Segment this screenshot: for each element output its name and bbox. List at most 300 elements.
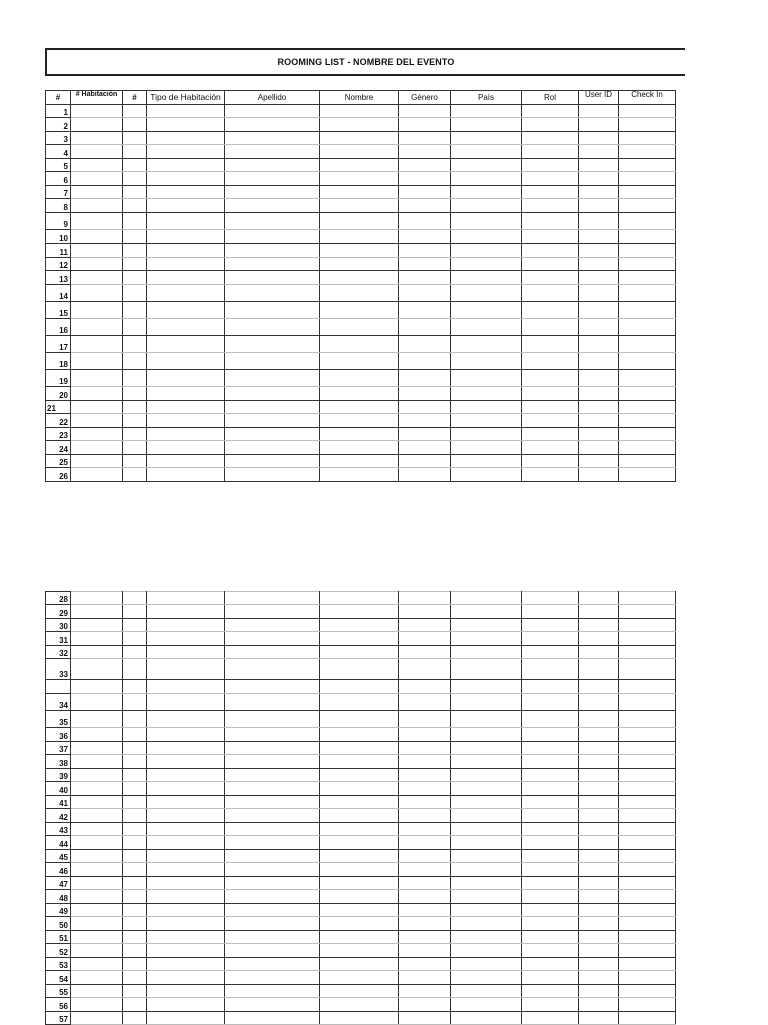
table-cell[interactable]	[579, 199, 619, 213]
table-cell[interactable]	[225, 755, 320, 769]
table-cell[interactable]	[71, 132, 123, 145]
table-cell[interactable]	[147, 199, 225, 213]
table-cell[interactable]	[522, 755, 579, 769]
table-cell[interactable]	[147, 728, 225, 742]
table-cell[interactable]	[225, 646, 320, 659]
table-cell[interactable]	[225, 319, 320, 336]
table-cell[interactable]	[522, 694, 579, 711]
table-cell[interactable]	[147, 971, 225, 985]
table-cell[interactable]	[451, 659, 522, 680]
table-cell[interactable]	[522, 336, 579, 353]
table-cell[interactable]	[123, 755, 147, 769]
table-cell[interactable]	[619, 823, 676, 836]
table-cell[interactable]	[451, 353, 522, 370]
table-cell[interactable]	[320, 931, 399, 944]
table-cell[interactable]	[451, 244, 522, 258]
table-cell[interactable]	[522, 823, 579, 836]
table-cell[interactable]	[579, 796, 619, 809]
table-cell[interactable]	[522, 319, 579, 336]
table-cell[interactable]	[123, 931, 147, 944]
table-cell[interactable]	[147, 890, 225, 904]
table-cell[interactable]	[123, 694, 147, 711]
table-cell[interactable]	[619, 711, 676, 728]
table-cell[interactable]	[225, 401, 320, 414]
table-cell[interactable]	[451, 213, 522, 230]
table-cell[interactable]	[147, 755, 225, 769]
table-cell[interactable]	[71, 401, 123, 414]
table-cell[interactable]	[399, 931, 451, 944]
table-cell[interactable]	[579, 985, 619, 998]
table-cell[interactable]	[147, 353, 225, 370]
table-cell[interactable]	[522, 230, 579, 244]
table-cell[interactable]	[522, 931, 579, 944]
table-cell[interactable]	[619, 619, 676, 632]
table-cell[interactable]	[522, 172, 579, 186]
table-cell[interactable]	[522, 159, 579, 172]
table-cell[interactable]	[522, 904, 579, 917]
table-cell[interactable]	[399, 728, 451, 742]
table-cell[interactable]	[399, 836, 451, 850]
table-cell[interactable]	[579, 336, 619, 353]
table-cell[interactable]	[71, 971, 123, 985]
table-cell[interactable]	[225, 428, 320, 441]
table-cell[interactable]	[71, 172, 123, 186]
table-cell[interactable]	[522, 258, 579, 271]
table-cell[interactable]	[71, 285, 123, 302]
table-cell[interactable]	[123, 728, 147, 742]
table-cell[interactable]	[147, 455, 225, 468]
table-cell[interactable]	[451, 145, 522, 159]
table-cell[interactable]	[399, 619, 451, 632]
table-cell[interactable]	[522, 646, 579, 659]
table-cell[interactable]	[225, 353, 320, 370]
table-cell[interactable]	[123, 998, 147, 1012]
table-cell[interactable]	[225, 958, 320, 971]
table-cell[interactable]	[579, 258, 619, 271]
table-cell[interactable]	[225, 105, 320, 118]
table-cell[interactable]	[451, 931, 522, 944]
table-cell[interactable]	[147, 285, 225, 302]
table-cell[interactable]	[320, 958, 399, 971]
table-cell[interactable]	[522, 132, 579, 145]
table-cell[interactable]	[522, 728, 579, 742]
table-cell[interactable]	[147, 917, 225, 931]
table-cell[interactable]	[123, 468, 147, 482]
table-cell[interactable]	[71, 145, 123, 159]
table-cell[interactable]	[451, 944, 522, 958]
table-cell[interactable]	[320, 319, 399, 336]
table-cell[interactable]	[320, 199, 399, 213]
table-cell[interactable]	[123, 659, 147, 680]
table-cell[interactable]	[147, 118, 225, 132]
table-cell[interactable]	[579, 694, 619, 711]
table-cell[interactable]	[619, 336, 676, 353]
table-cell[interactable]	[71, 632, 123, 646]
table-cell[interactable]	[522, 118, 579, 132]
table-cell[interactable]	[147, 646, 225, 659]
table-cell[interactable]	[579, 877, 619, 890]
table-cell[interactable]	[451, 985, 522, 998]
table-cell[interactable]	[399, 336, 451, 353]
table-cell[interactable]	[399, 680, 451, 694]
table-cell[interactable]	[522, 387, 579, 401]
table-cell[interactable]	[123, 711, 147, 728]
table-cell[interactable]	[522, 468, 579, 482]
table-cell[interactable]	[123, 145, 147, 159]
table-cell[interactable]	[579, 958, 619, 971]
table-cell[interactable]	[225, 230, 320, 244]
table-cell[interactable]	[522, 850, 579, 863]
table-cell[interactable]	[579, 823, 619, 836]
table-cell[interactable]	[619, 441, 676, 455]
table-cell[interactable]	[71, 441, 123, 455]
table-cell[interactable]	[320, 230, 399, 244]
table-cell[interactable]	[619, 769, 676, 782]
table-cell[interactable]	[71, 468, 123, 482]
table-cell[interactable]	[579, 145, 619, 159]
table-cell[interactable]	[399, 769, 451, 782]
table-cell[interactable]	[579, 271, 619, 285]
table-cell[interactable]	[320, 755, 399, 769]
table-cell[interactable]	[399, 353, 451, 370]
table-cell[interactable]	[522, 782, 579, 796]
table-cell[interactable]	[399, 186, 451, 199]
table-cell[interactable]	[320, 213, 399, 230]
table-cell[interactable]	[619, 455, 676, 468]
table-cell[interactable]	[522, 836, 579, 850]
table-cell[interactable]	[399, 302, 451, 319]
table-cell[interactable]	[522, 1012, 579, 1025]
table-cell[interactable]	[320, 985, 399, 998]
table-cell[interactable]	[399, 742, 451, 755]
table-cell[interactable]	[320, 302, 399, 319]
table-cell[interactable]	[399, 694, 451, 711]
table-cell[interactable]	[320, 172, 399, 186]
table-cell[interactable]	[451, 904, 522, 917]
table-cell[interactable]	[451, 619, 522, 632]
table-cell[interactable]	[579, 632, 619, 646]
table-cell[interactable]	[451, 441, 522, 455]
table-cell[interactable]	[522, 680, 579, 694]
table-cell[interactable]	[123, 680, 147, 694]
table-cell[interactable]	[147, 605, 225, 619]
table-cell[interactable]	[579, 387, 619, 401]
table-cell[interactable]	[147, 863, 225, 877]
table-cell[interactable]	[225, 118, 320, 132]
table-cell[interactable]	[399, 985, 451, 998]
table-cell[interactable]	[399, 244, 451, 258]
table-cell[interactable]	[123, 985, 147, 998]
table-cell[interactable]	[71, 769, 123, 782]
table-cell[interactable]	[147, 428, 225, 441]
table-cell[interactable]	[123, 742, 147, 755]
table-cell[interactable]	[147, 468, 225, 482]
table-cell[interactable]	[451, 632, 522, 646]
table-cell[interactable]	[399, 370, 451, 387]
table-cell[interactable]	[123, 877, 147, 890]
table-cell[interactable]	[399, 917, 451, 931]
table-cell[interactable]	[123, 319, 147, 336]
table-cell[interactable]	[320, 632, 399, 646]
table-cell[interactable]	[71, 796, 123, 809]
table-cell[interactable]	[147, 944, 225, 958]
table-cell[interactable]	[147, 985, 225, 998]
table-cell[interactable]	[579, 809, 619, 823]
table-cell[interactable]	[320, 132, 399, 145]
table-cell[interactable]	[123, 118, 147, 132]
table-cell[interactable]	[147, 370, 225, 387]
table-cell[interactable]	[123, 605, 147, 619]
table-cell[interactable]	[123, 890, 147, 904]
table-cell[interactable]	[451, 863, 522, 877]
table-cell[interactable]	[147, 1012, 225, 1025]
table-cell[interactable]	[579, 285, 619, 302]
table-cell[interactable]	[123, 646, 147, 659]
table-cell[interactable]	[579, 659, 619, 680]
table-cell[interactable]	[147, 850, 225, 863]
table-cell[interactable]	[619, 118, 676, 132]
table-cell[interactable]	[619, 985, 676, 998]
table-cell[interactable]	[451, 105, 522, 118]
table-cell[interactable]	[619, 213, 676, 230]
table-cell[interactable]	[399, 711, 451, 728]
table-cell[interactable]	[320, 159, 399, 172]
table-cell[interactable]	[451, 172, 522, 186]
table-cell[interactable]	[619, 172, 676, 186]
table-cell[interactable]	[522, 863, 579, 877]
table-cell[interactable]	[123, 244, 147, 258]
table-cell[interactable]	[579, 931, 619, 944]
table-cell[interactable]	[579, 850, 619, 863]
table-cell[interactable]	[225, 387, 320, 401]
table-cell[interactable]	[225, 414, 320, 428]
table-cell[interactable]	[225, 769, 320, 782]
table-cell[interactable]	[579, 605, 619, 619]
table-cell[interactable]	[147, 145, 225, 159]
table-cell[interactable]	[451, 782, 522, 796]
table-cell[interactable]	[123, 186, 147, 199]
table-cell[interactable]	[619, 958, 676, 971]
table-cell[interactable]	[619, 877, 676, 890]
table-cell[interactable]	[399, 755, 451, 769]
table-cell[interactable]	[522, 971, 579, 985]
table-cell[interactable]	[399, 877, 451, 890]
table-cell[interactable]	[579, 132, 619, 145]
table-cell[interactable]	[123, 823, 147, 836]
table-cell[interactable]	[320, 877, 399, 890]
table-cell[interactable]	[320, 605, 399, 619]
table-cell[interactable]	[619, 271, 676, 285]
table-cell[interactable]	[225, 998, 320, 1012]
table-cell[interactable]	[451, 468, 522, 482]
table-cell[interactable]	[225, 213, 320, 230]
table-cell[interactable]	[619, 728, 676, 742]
table-cell[interactable]	[451, 592, 522, 605]
table-cell[interactable]	[71, 711, 123, 728]
table-cell[interactable]	[123, 971, 147, 985]
table-cell[interactable]	[225, 441, 320, 455]
table-cell[interactable]	[619, 917, 676, 931]
table-cell[interactable]	[619, 353, 676, 370]
table-cell[interactable]	[522, 592, 579, 605]
table-cell[interactable]	[619, 850, 676, 863]
table-cell[interactable]	[225, 468, 320, 482]
table-cell[interactable]	[451, 186, 522, 199]
table-cell[interactable]	[399, 271, 451, 285]
table-cell[interactable]	[399, 890, 451, 904]
table-cell[interactable]	[123, 782, 147, 796]
table-cell[interactable]	[579, 302, 619, 319]
table-cell[interactable]	[71, 659, 123, 680]
table-cell[interactable]	[522, 985, 579, 998]
table-cell[interactable]	[320, 796, 399, 809]
table-cell[interactable]	[71, 904, 123, 917]
table-cell[interactable]	[522, 619, 579, 632]
table-cell[interactable]	[619, 285, 676, 302]
table-cell[interactable]	[147, 836, 225, 850]
table-cell[interactable]	[619, 428, 676, 441]
table-cell[interactable]	[579, 186, 619, 199]
table-cell[interactable]	[225, 619, 320, 632]
table-cell[interactable]	[320, 401, 399, 414]
table-cell[interactable]	[147, 132, 225, 145]
table-cell[interactable]	[225, 244, 320, 258]
table-cell[interactable]	[71, 985, 123, 998]
table-cell[interactable]	[320, 387, 399, 401]
table-cell[interactable]	[619, 971, 676, 985]
table-cell[interactable]	[71, 244, 123, 258]
table-cell[interactable]	[522, 796, 579, 809]
table-cell[interactable]	[123, 836, 147, 850]
table-cell[interactable]	[123, 850, 147, 863]
table-cell[interactable]	[399, 632, 451, 646]
table-cell[interactable]	[225, 809, 320, 823]
table-cell[interactable]	[225, 336, 320, 353]
table-cell[interactable]	[399, 1012, 451, 1025]
table-cell[interactable]	[579, 782, 619, 796]
table-cell[interactable]	[619, 796, 676, 809]
table-cell[interactable]	[147, 998, 225, 1012]
table-cell[interactable]	[147, 632, 225, 646]
table-cell[interactable]	[123, 387, 147, 401]
table-cell[interactable]	[579, 159, 619, 172]
table-cell[interactable]	[320, 728, 399, 742]
table-cell[interactable]	[579, 711, 619, 728]
table-cell[interactable]	[399, 258, 451, 271]
table-cell[interactable]	[225, 694, 320, 711]
table-cell[interactable]	[123, 285, 147, 302]
table-cell[interactable]	[71, 728, 123, 742]
table-cell[interactable]	[579, 728, 619, 742]
table-cell[interactable]	[147, 931, 225, 944]
table-cell[interactable]	[399, 796, 451, 809]
table-cell[interactable]	[71, 694, 123, 711]
table-cell[interactable]	[399, 199, 451, 213]
table-cell[interactable]	[147, 186, 225, 199]
table-cell[interactable]	[147, 592, 225, 605]
table-cell[interactable]	[522, 199, 579, 213]
table-cell[interactable]	[71, 890, 123, 904]
table-cell[interactable]	[147, 271, 225, 285]
table-cell[interactable]	[71, 105, 123, 118]
table-cell[interactable]	[451, 199, 522, 213]
table-cell[interactable]	[225, 971, 320, 985]
table-cell[interactable]	[579, 836, 619, 850]
table-cell[interactable]	[71, 319, 123, 336]
table-cell[interactable]	[225, 823, 320, 836]
table-cell[interactable]	[522, 186, 579, 199]
table-cell[interactable]	[320, 836, 399, 850]
table-cell[interactable]	[123, 271, 147, 285]
table-cell[interactable]	[320, 863, 399, 877]
table-cell[interactable]	[619, 904, 676, 917]
table-cell[interactable]	[522, 213, 579, 230]
table-cell[interactable]	[123, 619, 147, 632]
table-cell[interactable]	[225, 931, 320, 944]
table-cell[interactable]	[399, 850, 451, 863]
table-cell[interactable]	[225, 605, 320, 619]
table-cell[interactable]	[147, 244, 225, 258]
table-cell[interactable]	[522, 302, 579, 319]
table-cell[interactable]	[123, 213, 147, 230]
table-cell[interactable]	[71, 782, 123, 796]
table-cell[interactable]	[579, 646, 619, 659]
table-cell[interactable]	[320, 428, 399, 441]
table-cell[interactable]	[71, 336, 123, 353]
table-cell[interactable]	[399, 387, 451, 401]
table-cell[interactable]	[619, 782, 676, 796]
table-cell[interactable]	[320, 468, 399, 482]
table-cell[interactable]	[225, 159, 320, 172]
table-cell[interactable]	[522, 632, 579, 646]
table-cell[interactable]	[225, 917, 320, 931]
table-cell[interactable]	[71, 387, 123, 401]
table-cell[interactable]	[320, 145, 399, 159]
table-cell[interactable]	[225, 890, 320, 904]
table-cell[interactable]	[619, 244, 676, 258]
table-cell[interactable]	[71, 998, 123, 1012]
table-cell[interactable]	[619, 230, 676, 244]
table-cell[interactable]	[123, 401, 147, 414]
table-cell[interactable]	[579, 468, 619, 482]
table-cell[interactable]	[451, 680, 522, 694]
table-cell[interactable]	[579, 213, 619, 230]
table-cell[interactable]	[522, 441, 579, 455]
table-cell[interactable]	[225, 877, 320, 890]
table-cell[interactable]	[451, 728, 522, 742]
table-cell[interactable]	[71, 836, 123, 850]
table-cell[interactable]	[320, 782, 399, 796]
table-cell[interactable]	[619, 258, 676, 271]
table-cell[interactable]	[147, 336, 225, 353]
table-cell[interactable]	[123, 455, 147, 468]
table-cell[interactable]	[619, 105, 676, 118]
table-cell[interactable]	[399, 863, 451, 877]
table-cell[interactable]	[451, 401, 522, 414]
table-cell[interactable]	[225, 172, 320, 186]
table-cell[interactable]	[579, 230, 619, 244]
table-cell[interactable]	[71, 118, 123, 132]
table-cell[interactable]	[451, 646, 522, 659]
table-cell[interactable]	[71, 742, 123, 755]
table-cell[interactable]	[522, 370, 579, 387]
table-cell[interactable]	[619, 659, 676, 680]
table-cell[interactable]	[320, 118, 399, 132]
table-cell[interactable]	[579, 863, 619, 877]
table-cell[interactable]	[451, 796, 522, 809]
table-cell[interactable]	[123, 917, 147, 931]
table-cell[interactable]	[399, 118, 451, 132]
